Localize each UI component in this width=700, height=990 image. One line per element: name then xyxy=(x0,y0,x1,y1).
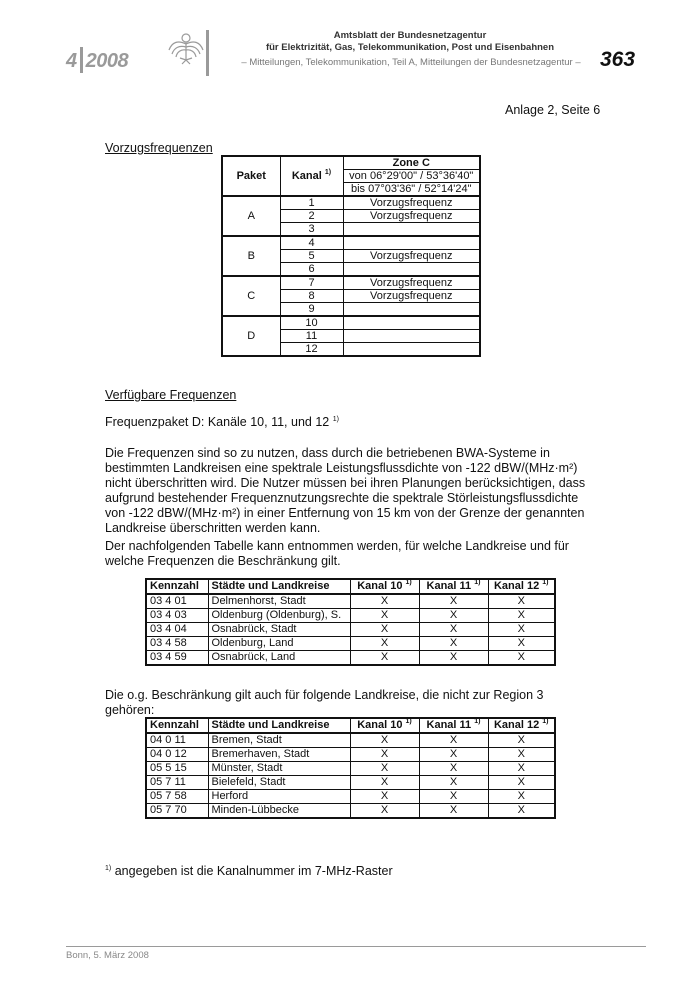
paragraph-restriction: Die Frequenzen sind so zu nutzen, dass durch die betriebenen BWA-Systeme in bestimmten Landkreisen eine spektrale Leistungsflussdichte von -122 dBW/(MHz·m²) nicht überschritten wird. Die Nutzer müssen bei ihren Planungen berücksichtigen, dass aufgrund bestehender Frequenznutzungsrechte die spektrale Störleistungsflussdichte von -122 dBW/(MHz·m²) in einer Entfernung von 15 km von der Grenze der genannten Landkreise überschritten werden kann. xyxy=(105,446,586,535)
col-header-paket: Paket xyxy=(222,156,280,196)
cell-paket: D xyxy=(222,316,280,356)
cell-k12: X xyxy=(488,776,555,790)
paragraph-table-intro: Der nachfolgenden Tabelle kann entnommen werden, für welche Landkreise und für welche Frequenzen die Beschränkung gilt. xyxy=(105,539,569,568)
col-header-kennzahl: Kennzahl xyxy=(146,718,208,733)
cell-kennzahl: 04 0 11 xyxy=(146,733,208,748)
cell-name: Herford xyxy=(208,790,350,804)
cell-name: Delmenhorst, Stadt xyxy=(208,594,350,609)
table-row xyxy=(146,609,555,623)
section-heading-vorzugsfrequenzen: Vorzugsfrequenzen xyxy=(105,141,213,155)
cell-paket: C xyxy=(222,276,280,316)
landkreise-table-other xyxy=(145,717,556,819)
cell-name: Oldenburg (Oldenburg), S. xyxy=(208,609,350,623)
paragraph-other-regions: Die o.g. Beschränkung gilt auch für folgende Landkreise, die nicht zur Region 3 gehören: xyxy=(105,688,544,717)
cell-name: Bremerhaven, Stadt xyxy=(208,748,350,762)
footnote: $^{1)}$ angegeben ist die Kanalnummer im 7-MHz-Raster xyxy=(105,864,393,878)
col-header-kanal10: Kanal 10 $^{1)}$ xyxy=(350,579,419,594)
cell-paket: B xyxy=(222,236,280,276)
table-row xyxy=(222,276,480,290)
cell-name: Oldenburg, Land xyxy=(208,637,350,651)
cell-value: Vorzugsfrequenz xyxy=(343,276,480,290)
issue-divider xyxy=(80,47,83,73)
table-row xyxy=(222,236,480,250)
cell-kennzahl: 03 4 59 xyxy=(146,651,208,666)
col-header-kanal10: Kanal 10 $^{1)}$ xyxy=(350,718,419,733)
cell-k11: X xyxy=(419,762,488,776)
col-header-kennzahl: Kennzahl xyxy=(146,579,208,594)
issue-label xyxy=(66,47,128,73)
table-row xyxy=(146,776,555,790)
federal-eagle-icon xyxy=(166,30,206,68)
cell-k10: X xyxy=(350,594,419,609)
table-row xyxy=(146,748,555,762)
col-header-kanal12: Kanal 12 $^{1)}$ xyxy=(488,579,555,594)
cell-value xyxy=(343,330,480,343)
cell-k10: X xyxy=(350,804,419,819)
cell-name: Osnabrück, Land xyxy=(208,651,350,666)
cell-k11: X xyxy=(419,609,488,623)
zone-range-from: von 06°29'00" / 53°36'40" xyxy=(343,170,480,183)
cell-value xyxy=(343,236,480,250)
cell-k12: X xyxy=(488,609,555,623)
cell-kennzahl: 05 7 70 xyxy=(146,804,208,819)
section-heading-verfuegbare: Verfügbare Frequenzen xyxy=(105,388,237,402)
cell-k11: X xyxy=(419,790,488,804)
cell-kanal: 2 xyxy=(280,210,343,223)
footer-place-date: Bonn, 5. März 2008 xyxy=(66,950,149,961)
cell-kennzahl: 04 0 12 xyxy=(146,748,208,762)
table-row xyxy=(222,316,480,330)
cell-k12: X xyxy=(488,804,555,819)
cell-value: Vorzugsfrequenz xyxy=(343,210,480,223)
table-row xyxy=(222,196,480,210)
col-header-kanal: Kanal $^{1)}$ xyxy=(280,156,343,196)
cell-value xyxy=(343,343,480,357)
gazette-subtitle: – Mitteilungen, Telekommunikation, Teil A, Mitteilungen der Bundesnetzagentur – xyxy=(241,57,581,68)
page-number: 363 xyxy=(600,48,636,71)
cell-k11: X xyxy=(419,776,488,790)
col-header-staedte: Städte und Landkreise xyxy=(208,718,350,733)
cell-kanal: 1 xyxy=(280,196,343,210)
cell-kennzahl: 05 5 15 xyxy=(146,762,208,776)
table-row xyxy=(146,762,555,776)
table-row xyxy=(146,733,555,748)
landkreise-other-body xyxy=(146,733,555,818)
cell-k11: X xyxy=(419,651,488,666)
cell-k12: X xyxy=(488,623,555,637)
landkreise-table-region3 xyxy=(145,578,556,666)
cell-kanal: 7 xyxy=(280,276,343,290)
cell-k12: X xyxy=(488,733,555,748)
cell-k11: X xyxy=(419,804,488,819)
cell-kennzahl: 03 4 03 xyxy=(146,609,208,623)
cell-value: Vorzugsfrequenz xyxy=(343,196,480,210)
cell-k10: X xyxy=(350,790,419,804)
cell-k10: X xyxy=(350,762,419,776)
footer-divider xyxy=(66,946,646,947)
cell-kennzahl: 03 4 58 xyxy=(146,637,208,651)
gazette-title-line2: für Elektrizität, Gas, Telekommunikation, Post und Eisenbahnen xyxy=(265,42,555,53)
gazette-title xyxy=(220,30,600,54)
issue-year: 2008 xyxy=(85,50,129,72)
cell-k10: X xyxy=(350,651,419,666)
cell-k12: X xyxy=(488,762,555,776)
cell-value xyxy=(343,303,480,317)
cell-kanal: 6 xyxy=(280,263,343,277)
cell-value xyxy=(343,263,480,277)
cell-name: Minden-Lübbecke xyxy=(208,804,350,819)
cell-kanal: 3 xyxy=(280,223,343,237)
cell-kanal: 8 xyxy=(280,290,343,303)
col-header-kanal11: Kanal 11 $^{1)}$ xyxy=(419,718,488,733)
cell-k10: X xyxy=(350,609,419,623)
cell-kanal: 5 xyxy=(280,250,343,263)
cell-k12: X xyxy=(488,637,555,651)
cell-k12: X xyxy=(488,790,555,804)
col-header-kanal11: Kanal 11 $^{1)}$ xyxy=(419,579,488,594)
cell-paket: A xyxy=(222,196,280,236)
cell-kanal: 12 xyxy=(280,343,343,357)
paket-line: Frequenzpaket D: Kanäle 10, 11, und 12 $^{1)}$ xyxy=(105,415,339,429)
cell-k10: X xyxy=(350,733,419,748)
table-row xyxy=(146,651,555,666)
cell-kennzahl: 03 4 01 xyxy=(146,594,208,609)
cell-value: Vorzugsfrequenz xyxy=(343,250,480,263)
table-row xyxy=(146,594,555,609)
cell-value xyxy=(343,316,480,330)
annex-label: Anlage 2, Seite 6 xyxy=(505,103,601,117)
cell-name: Osnabrück, Stadt xyxy=(208,623,350,637)
cell-kanal: 9 xyxy=(280,303,343,317)
cell-k12: X xyxy=(488,748,555,762)
cell-kanal: 10 xyxy=(280,316,343,330)
zone-range-to: bis 07°03'36" / 52°14'24" xyxy=(343,183,480,197)
cell-kennzahl: 05 7 11 xyxy=(146,776,208,790)
cell-kennzahl: 05 7 58 xyxy=(146,790,208,804)
cell-k12: X xyxy=(488,651,555,666)
table-row xyxy=(146,623,555,637)
table-row xyxy=(146,637,555,651)
gazette-title-line1: Amtsblatt der Bundesnetzagentur xyxy=(333,30,487,41)
col-header-zone: Zone C xyxy=(343,156,480,170)
cell-k10: X xyxy=(350,776,419,790)
issue-number: 4 xyxy=(66,50,77,72)
col-header-kanal12: Kanal 12 $^{1)}$ xyxy=(488,718,555,733)
cell-k11: X xyxy=(419,637,488,651)
cell-k10: X xyxy=(350,637,419,651)
cell-k11: X xyxy=(419,623,488,637)
cell-k10: X xyxy=(350,748,419,762)
vorzugsfrequenzen-table xyxy=(221,155,481,357)
table-row xyxy=(146,790,555,804)
cell-name: Bremen, Stadt xyxy=(208,733,350,748)
cell-k11: X xyxy=(419,748,488,762)
cell-kanal: 11 xyxy=(280,330,343,343)
cell-kennzahl: 03 4 04 xyxy=(146,623,208,637)
cell-k11: X xyxy=(419,733,488,748)
cell-value: Vorzugsfrequenz xyxy=(343,290,480,303)
vorzugsfrequenzen-body xyxy=(222,196,480,356)
cell-kanal: 4 xyxy=(280,236,343,250)
table-row xyxy=(146,804,555,819)
cell-k12: X xyxy=(488,594,555,609)
cell-name: Bielefeld, Stadt xyxy=(208,776,350,790)
cell-k10: X xyxy=(350,623,419,637)
col-header-staedte: Städte und Landkreise xyxy=(208,579,350,594)
cell-name: Münster, Stadt xyxy=(208,762,350,776)
cell-value xyxy=(343,223,480,237)
header-divider xyxy=(206,30,209,76)
cell-k11: X xyxy=(419,594,488,609)
landkreise-region3-body xyxy=(146,594,555,665)
